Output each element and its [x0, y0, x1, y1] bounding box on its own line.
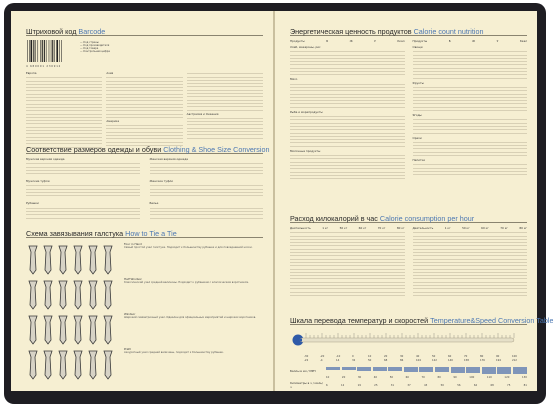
knot-description: Аккуратный узел средней величины, подходит к большинству рубашек.: [124, 351, 224, 354]
size-group-label: Женская верхняя одежда: [149, 157, 188, 161]
speed-value: 56: [457, 383, 461, 387]
size-group-label: Белье: [149, 201, 159, 206]
speed-value: 81: [523, 383, 527, 387]
calorie-table-right: [413, 39, 528, 179]
thermometer-icon: [290, 329, 527, 351]
calorie-rows: [413, 140, 528, 156]
speed-value: 120: [504, 376, 510, 380]
thermometer: [290, 329, 527, 363]
size-table: [150, 161, 264, 174]
burn-title-ru: Расход килокалорий в час: [290, 214, 378, 223]
scale-value: -20: [320, 355, 325, 358]
temp-heading: [290, 316, 553, 325]
calorie-col-product: Продукты: [290, 39, 305, 43]
calorie-rows: [290, 81, 405, 107]
tie-diagram-icon: [26, 242, 118, 382]
temp-title-en: Temperature&Speed Conversion Table: [430, 316, 553, 325]
calorie-group-label: Орехи: [412, 135, 422, 140]
burn-col: 70 кг: [377, 226, 386, 230]
burn-col-activity: Деятельность: [290, 226, 311, 230]
speed-value: 50: [440, 383, 444, 387]
calorie-group-label: Рыба и морепродукты: [290, 109, 323, 114]
left-page: [11, 11, 273, 391]
speed-value: 40: [373, 376, 378, 380]
burn-table-left: [290, 226, 405, 296]
speed-value: 37: [407, 383, 411, 387]
burn-col: 70 кг: [500, 226, 508, 230]
speed-block: [326, 367, 340, 370]
knot-name: Pratt: [124, 347, 131, 351]
scale-value: -4: [320, 359, 323, 362]
scale-value: -10: [336, 355, 341, 358]
calorie-rows: [413, 49, 528, 79]
barcode-title-ru: Штриховой код: [26, 27, 77, 36]
speed-value: 60: [405, 376, 409, 380]
knot-name: Four in Hand: [124, 242, 142, 246]
speed-block: [357, 367, 371, 371]
scale-value: 30: [400, 355, 404, 358]
calorie-col-protein: Б: [326, 39, 329, 43]
barcode-title-en: Barcode: [78, 27, 106, 36]
burn-col: 60 кг: [481, 226, 489, 230]
speed-value: 130: [521, 376, 527, 380]
burn-rows: [290, 230, 405, 296]
scale-value: 176: [480, 359, 485, 362]
country-group-label: Европа: [26, 71, 37, 75]
size-group-label: Мужская верхняя одежда: [26, 157, 65, 161]
speed-value: 43: [424, 383, 428, 387]
country-list: [187, 116, 263, 139]
barcode-legend-country: — Код страны: [80, 41, 99, 44]
knot-block: [124, 277, 263, 312]
scale-value: 104: [416, 359, 421, 362]
barcode-graphic: [26, 39, 74, 68]
barcode-country-codes: [26, 71, 263, 148]
right-page: [275, 11, 553, 391]
speed-block: [451, 367, 465, 373]
speed-value: 100: [469, 376, 475, 380]
scale-value: -22: [304, 359, 309, 362]
calorie-rows: [290, 49, 405, 75]
burn-col: 60 кг: [358, 226, 367, 230]
speed-value: 68: [490, 383, 494, 387]
calorie-rows: [290, 114, 405, 147]
calorie-col-kcal: Ккал: [397, 39, 405, 43]
burn-col: 1 кг: [322, 226, 329, 230]
scale-value: -30: [304, 355, 309, 358]
calorie-section: [290, 27, 527, 179]
calorie-col-kcal: Ккал: [519, 39, 527, 43]
calorie-title-ru: Энергетическая ценность продуктов: [290, 27, 412, 36]
speed-label: Баллы в км / МPH: [290, 368, 316, 373]
speed-value: 70: [421, 376, 425, 380]
knot-block: [124, 312, 263, 347]
calorie-group-label: Напитки: [412, 158, 426, 163]
speed-value: 30: [357, 376, 362, 380]
size-heading: [26, 145, 270, 154]
calorie-group-label: Молочные продукты: [290, 148, 321, 153]
barcode-heading: [26, 27, 263, 36]
burn-table-right: [413, 226, 528, 296]
speed-block: [419, 367, 433, 372]
scale-value: 10: [368, 355, 372, 358]
speed-block: [435, 367, 449, 372]
calorie-rows: [413, 85, 528, 111]
scale-value: 140: [448, 359, 453, 362]
barcode-digits: 4 680001 230912: [26, 65, 62, 68]
speed-value: 90: [453, 376, 457, 380]
speed-value: 50: [389, 376, 393, 380]
calorie-col-product: Продукты: [412, 39, 428, 43]
scale-value: 14: [336, 359, 340, 362]
country-group-label: Америка: [106, 118, 120, 123]
country-list: [26, 75, 102, 148]
burn-col-activity: Деятельность: [412, 226, 434, 230]
scale-value: 80: [480, 355, 484, 358]
size-group-label: Мужские туфли: [26, 179, 50, 184]
scale-value: 20: [384, 355, 388, 358]
calorie-group-label: Фрукты: [412, 80, 424, 85]
calorie-group-label: Ягоды: [412, 113, 422, 118]
speed-blocks: [326, 367, 527, 374]
size-group-label: Рубашки: [26, 201, 39, 206]
tie-title-en: How to Tie a Tie: [125, 229, 177, 238]
calorie-table-left: [290, 39, 405, 179]
knot-name: Half Windsor: [124, 277, 142, 281]
burn-col: 50 кг: [462, 226, 470, 230]
speed-value: 10: [326, 376, 330, 380]
knot-description: Классический узел средней величины. Подходит к рубашкам с классическим воротником.: [124, 281, 249, 284]
speed-table: [290, 367, 527, 389]
knot-name: Windsor: [124, 312, 136, 316]
calorie-rows: [413, 117, 528, 133]
tie-heading: [26, 229, 263, 238]
burn-col: 50 кг: [339, 226, 348, 230]
burn-rows: [413, 230, 528, 296]
scale-value: 40: [416, 355, 420, 358]
barcode-legend-product: — Код товара: [80, 47, 99, 51]
knot-description: Широкий симметричный узел. Идеален для официальных мероприятий и широких воротников.: [124, 316, 257, 319]
barcode-icon: [26, 39, 74, 65]
knot-block: [124, 242, 263, 277]
speed-value: 62: [473, 383, 478, 387]
scale-value: 90: [496, 355, 500, 358]
scale-value: 68: [384, 359, 388, 362]
country-group-label: Австралия и Океания: [186, 111, 219, 116]
country-list: [106, 123, 182, 146]
calorie-table-header: [290, 39, 405, 43]
calorie-group-label: Овощи: [412, 45, 423, 49]
speed-value: 12: [340, 383, 345, 387]
burn-col: 80 кг: [519, 226, 527, 230]
country-group-label: Азия: [106, 71, 114, 75]
fahrenheit-scale: [290, 359, 527, 363]
burn-col: 1 кг: [444, 226, 451, 230]
knot-block: [124, 347, 263, 382]
scale-value: 70: [464, 355, 468, 358]
knot-description: Самый простой узел галстука. Подходит к большинству рубашек и для повседневной носки.: [124, 246, 253, 249]
speed-block: [466, 367, 480, 373]
burn-title-en: Calorie consumption per hour: [379, 214, 475, 223]
size-table: [150, 183, 264, 196]
speed-block: [482, 367, 496, 374]
speed-block: [342, 367, 356, 370]
scale-value: 32: [352, 359, 356, 362]
speed-block: [388, 367, 402, 371]
speed-block: [404, 367, 418, 372]
speed-value: 110: [486, 376, 492, 380]
size-table: [150, 205, 264, 218]
temp-title-ru: Шкала перевода температур и скоростей: [290, 316, 429, 325]
speed-value: 31: [390, 383, 395, 387]
calorie-col-protein: Б: [448, 39, 451, 43]
scale-value: 212: [512, 359, 517, 362]
barcode-legend-maker: — Код производителя: [80, 44, 110, 48]
tie-section: [26, 229, 263, 382]
temp-speed-section: [290, 316, 553, 390]
speed-value: 25: [374, 383, 378, 387]
calorie-group-label: Мясо: [290, 77, 298, 82]
size-table: [26, 205, 140, 218]
calorie-title-en: Calorie count nutrition: [413, 27, 484, 36]
scale-value: 122: [432, 359, 437, 362]
calorie-rows: [413, 162, 528, 175]
calorie-table-header: [413, 39, 528, 43]
size-table: [26, 161, 140, 174]
barcode-legend-check: — Контрольная цифра: [80, 50, 110, 54]
barcode-section: [26, 27, 263, 148]
country-list: [187, 71, 263, 111]
scale-value: 158: [464, 359, 469, 362]
calorie-group-label: Хлеб, макароны, рис: [290, 45, 321, 49]
scale-value: 50: [432, 355, 436, 358]
burn-heading: [290, 214, 527, 223]
size-title-ru: Соответствие размеров одежды и обуви: [26, 145, 162, 154]
burn-col: 80 кг: [396, 226, 405, 230]
calorie-rows: [290, 153, 405, 179]
calorie-col-fat: Ж: [349, 39, 353, 43]
speed-block: [513, 367, 527, 374]
speed-kmh-row: [326, 376, 527, 379]
tie-title-ru: Схема завязывания галстука: [26, 229, 124, 238]
calorie-burn-section: [290, 214, 527, 296]
scale-value: 86: [400, 359, 404, 362]
speed-mph-row: [326, 384, 527, 387]
size-table: [26, 183, 140, 196]
speed-label: Километры в ч / миль/ч: [290, 381, 323, 390]
scale-value: 50: [368, 359, 372, 362]
country-list: [106, 75, 182, 118]
scale-value: 100: [512, 355, 517, 358]
size-group-label: Женские туфли: [149, 179, 173, 184]
speed-block: [497, 367, 511, 374]
calorie-col-carb: У: [374, 39, 376, 43]
speed-value: 6: [326, 383, 328, 387]
speed-block: [373, 367, 387, 371]
speed-value: 19: [357, 383, 361, 387]
speed-value: 20: [341, 376, 346, 380]
scale-value: 0: [352, 355, 354, 358]
scale-value: 60: [448, 355, 452, 358]
calorie-col-carb: У: [496, 39, 499, 43]
calorie-col-fat: Ж: [472, 39, 476, 43]
size-title-en: Clothing & Shoe Size Conversion: [163, 145, 270, 154]
speed-value: 80: [437, 376, 441, 380]
size-conversion-section: [26, 145, 270, 219]
scale-value: 194: [496, 359, 501, 362]
calorie-heading: [290, 27, 527, 36]
speed-value: 75: [507, 383, 511, 387]
